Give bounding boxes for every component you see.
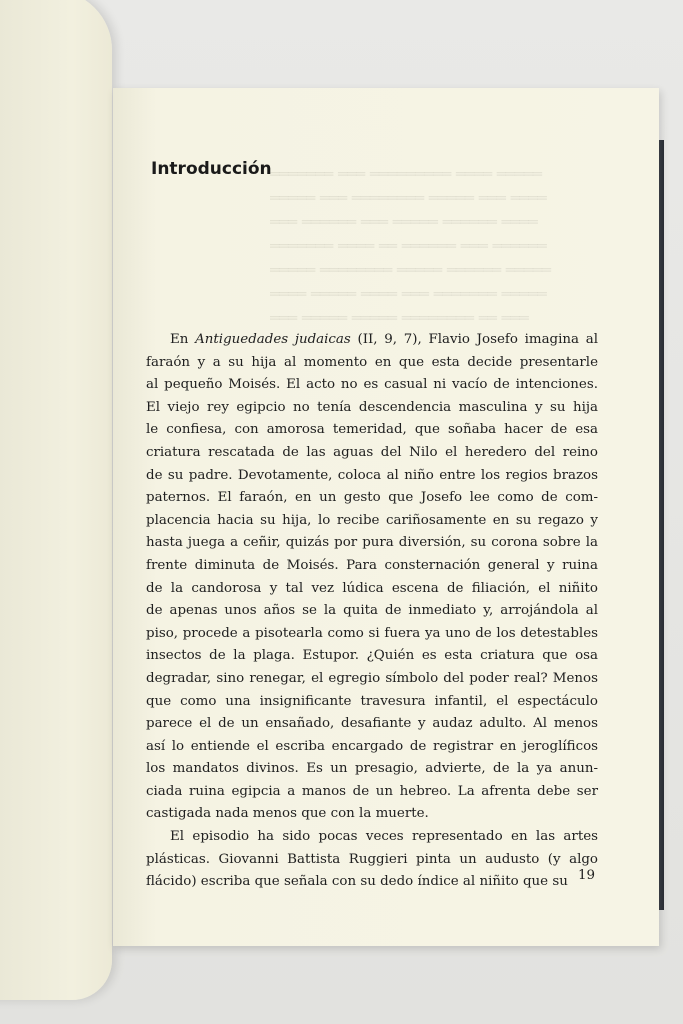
text-line bbox=[146, 329, 598, 352]
text-line: ciada ruina egipcia a manos de un hebreo. La afrenta debe ser bbox=[146, 783, 598, 799]
text-line: castigada nada menos que con la muerte. bbox=[146, 806, 429, 822]
left-page bbox=[0, 0, 112, 1000]
text-line: El viejo rey egipcio no tenía descendencia masculina y su hija bbox=[146, 399, 598, 415]
paragraph bbox=[146, 329, 598, 826]
text-line: que como una insignificante travesura infantil, el espectáculo bbox=[146, 693, 598, 709]
text-line: faraón y a su hija al momento en que esta decide presentarle bbox=[146, 354, 598, 370]
text-line: paternos. El faraón, en un gesto que Josefo lee como de com- bbox=[146, 490, 598, 506]
text-run: (II, 9, 7), Flavio Josefo imagina al bbox=[350, 332, 598, 347]
page-number: 19 bbox=[578, 868, 596, 883]
text-line: plásticas. Giovanni Battista Ruggieri pinta un audusto (y algo bbox=[146, 851, 598, 867]
chapter-title: Introducción bbox=[151, 159, 272, 179]
text-line: de su padre. Devotamente, coloca al niño entre los regios brazos bbox=[146, 467, 598, 483]
text-line: al pequeño Moisés. El acto no es casual ni vacío de intenciones. bbox=[146, 377, 598, 393]
text-line: criatura rescatada de las aguas del Nilo el heredero del reino bbox=[146, 444, 598, 460]
text-line: frente diminuta de Moisés. Para consternación general y ruina bbox=[146, 557, 598, 573]
text-line: le confiesa, con amorosa temeridad, que soñaba hacer de esa bbox=[146, 422, 598, 438]
paragraph bbox=[146, 826, 598, 894]
text-line: flácido) escriba que señala con su dedo índice al niñito que su bbox=[146, 874, 568, 890]
text-line: degradar, sino renegar, el egregio símbolo del poder real? Menos bbox=[146, 670, 598, 686]
text-line: de la candorosa y tal vez lúdica escena de filiación, el niñito bbox=[146, 580, 598, 596]
text-line: piso, procede a pisotearla como si fuera ya uno de los detestables bbox=[146, 625, 598, 641]
text-line: de apenas unos años se la quita de inmediato y, arrojándola al bbox=[146, 603, 598, 619]
text-line: placencia hacia su hija, lo recibe cariñosamente en su regazo y bbox=[146, 512, 598, 528]
text-line: parece el de un ensañado, desafiante y audaz adulto. Al menos bbox=[146, 716, 598, 732]
text-line: hasta juega a ceñir, quizás por pura diversión, su corona sobre la bbox=[146, 535, 598, 551]
text-line: El episodio ha sido pocas veces representado en las artes bbox=[170, 829, 598, 845]
reverse-side-bleed-through: ═══════ ═══ ═════════ ════ ═════ ═════ ═══ ════════ ═════ ═══ ════ ═══ ══════ ═══ ═════ ══════ ════ ═══════ ════ ══ ══════ ═══ ══════ ═════ ════════ ═════ ══════ ═════ ════ ═════ ════ ═══ ═══════ ═════ ═══ ═════ ═════ ════════ ══ ═══ bbox=[270, 165, 551, 327]
text-line: insectos de la plaga. Estupor. ¿Quién es esta criatura que osa bbox=[146, 648, 598, 664]
book-title-italic: Antiguedades judaicas bbox=[195, 332, 351, 347]
text-line: así lo entiende el escriba encargado de registrar en jeroglíficos bbox=[146, 738, 598, 754]
body-text bbox=[146, 329, 598, 894]
text-line: los mandatos divinos. Es un presagio, advierte, de la ya anun- bbox=[146, 761, 598, 777]
left-page-bleed-through bbox=[0, 260, 40, 348]
text-run: En bbox=[170, 332, 196, 347]
